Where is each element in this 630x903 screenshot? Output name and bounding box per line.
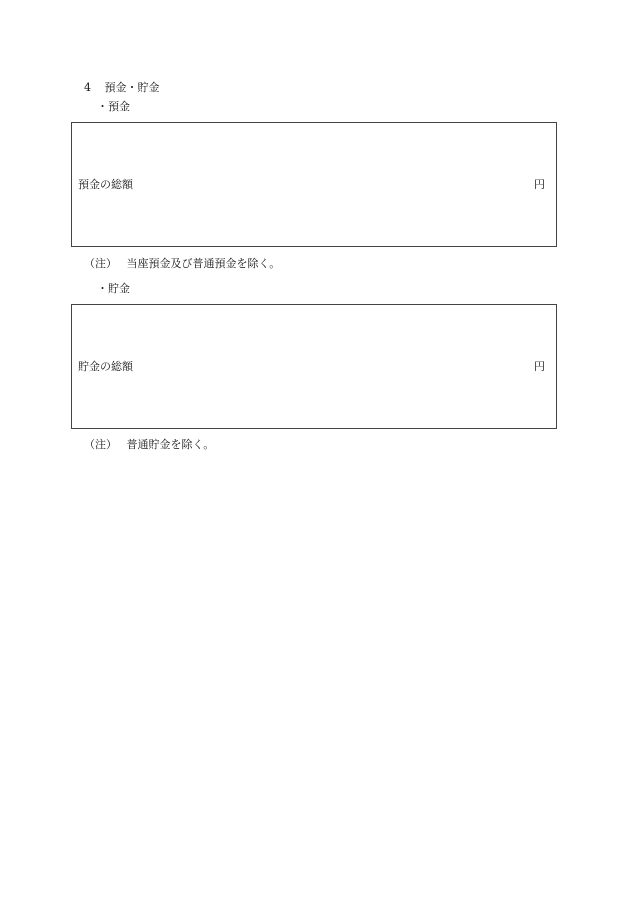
deposits-note-text: 当座預金及び普通預金を除く。 (126, 257, 281, 270)
savings-note-marker: （注） (84, 438, 117, 451)
section-title: 預金・貯金 (104, 81, 160, 94)
section-number: 4 (84, 81, 91, 94)
savings-total-box (71, 304, 557, 429)
deposits-note-marker: （注） (84, 257, 117, 270)
savings-total-label: 貯金の総額 (78, 360, 133, 373)
deposits-total-unit: 円 (534, 178, 545, 191)
deposits-heading: ・預金 (97, 100, 130, 113)
savings-total-unit: 円 (534, 360, 545, 373)
deposits-total-label: 預金の総額 (78, 178, 133, 191)
deposits-total-box (71, 122, 557, 247)
deposits-note (84, 257, 280, 271)
savings-heading: ・貯金 (97, 282, 130, 295)
savings-note-text: 普通貯金を除く。 (126, 438, 215, 451)
savings-note (84, 438, 214, 452)
section-header (84, 81, 160, 95)
